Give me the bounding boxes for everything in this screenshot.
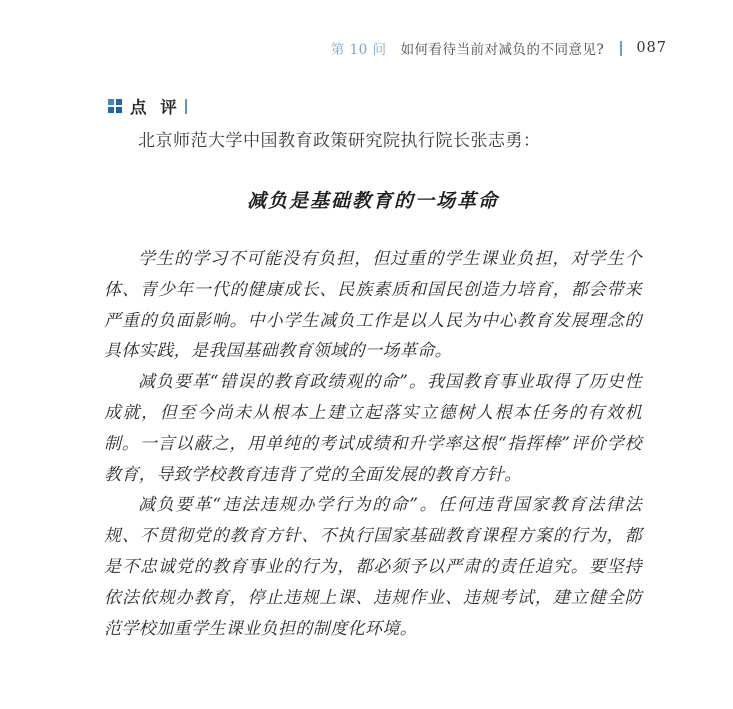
page-number: 087 — [636, 40, 667, 56]
paragraph: 学生的学习不可能没有负担，但过重的学生课业负担，对学生个体、青少年一代的健康成长、民族素质和国民创造力培育，都会带来严重的负面影响。中小学生减负工作是以人民为中心教育发展理念的具体实践，是我国基础教育领域的一场革命。 — [104, 249, 642, 362]
chapter-label: 第 10 问 — [330, 42, 387, 58]
grid-squares-icon — [108, 99, 122, 113]
article-body — [104, 244, 642, 644]
paragraph: 减负要革“错误的教育政绩观的命”。我国教育事业取得了历史性成就，但至今尚未从根本上建立起落实立德树人根本任务的有效机制。一言以蔽之，用单纯的考试成绩和升学率这根“指挥棒”评价学校教育，导致学校教育违背了党的全面发展的教育方针。 — [104, 372, 642, 485]
running-header — [331, 38, 667, 58]
chapter-title: 如何看待当前对减负的不同意见? — [400, 42, 605, 58]
paragraph: 减负要革“违法违规办学行为的命”。任何违背国家教育法律法规、不贯彻党的教育方针、不执行国家基础教育课程方案的行为，都是不忠诚党的教育事业的行为，都必须予以严肃的责任追究。要坚持依法依规办教育，停止违规上课、违规作业、违规考试，建立健全防范学校加重学生课业负担的制度化环境。 — [104, 495, 642, 639]
header-divider — [620, 41, 622, 56]
section-accent-bar — [185, 99, 187, 114]
article-title: 减负是基础教育的一场革命 — [246, 190, 499, 212]
section-label: 点 评 — [130, 98, 181, 117]
section-marker — [108, 94, 187, 118]
attribution-line: 北京师范大学中国教育政策研究院执行院长张志勇： — [138, 131, 541, 151]
